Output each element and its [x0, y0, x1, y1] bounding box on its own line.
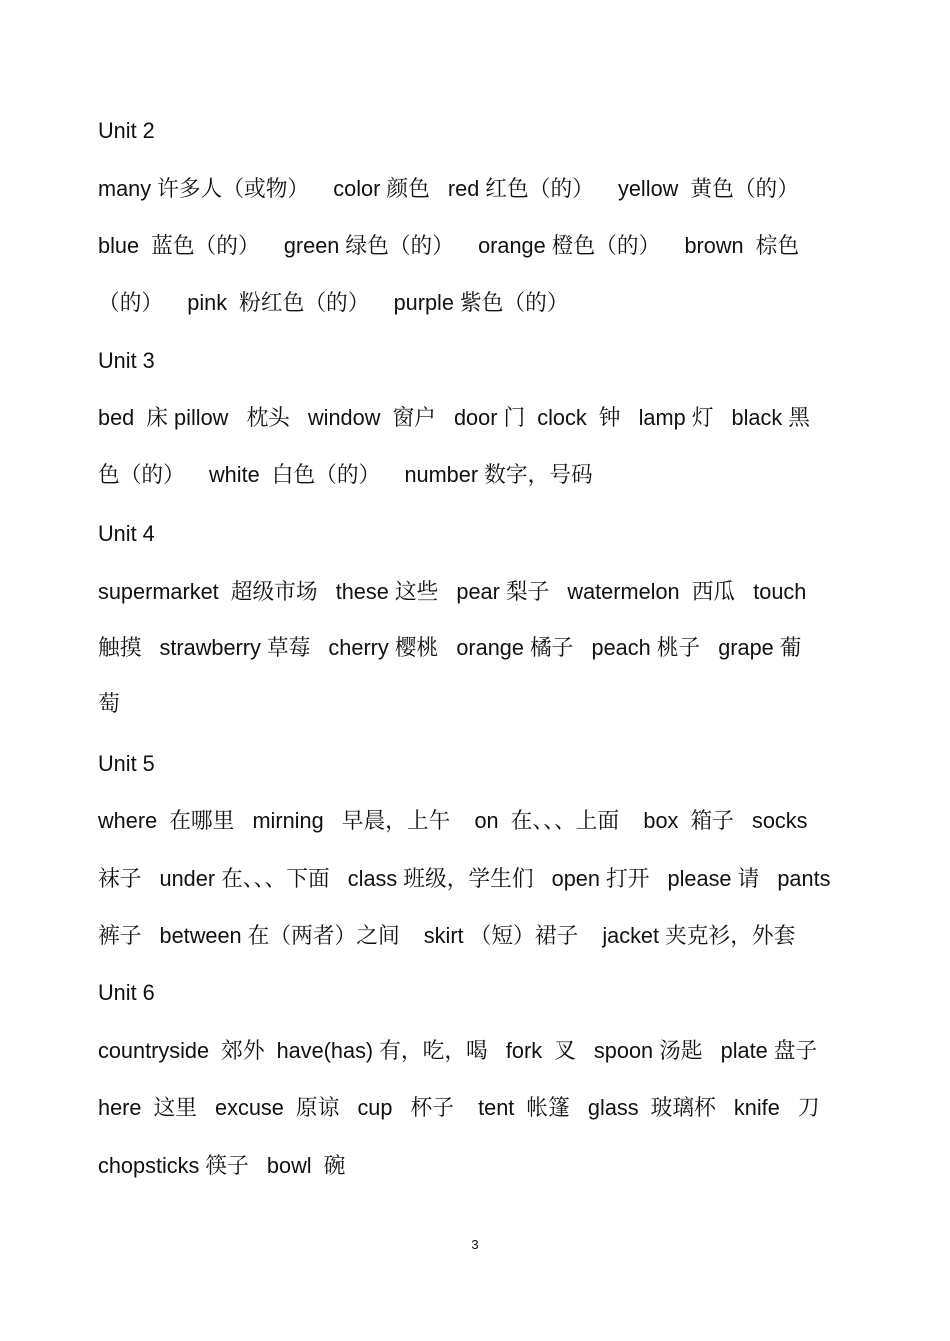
section-heading: Unit 2 — [98, 118, 155, 143]
vocab-line: here 这里 excuse 原谅 cup 杯子 tent 帐篷 glass 玻璃杯 knife 刀 — [98, 1095, 820, 1120]
vocab-line: where 在哪里 mirning 早晨，上午 on 在、、、上面 box 箱子 socks — [98, 808, 808, 833]
section-heading: Unit 5 — [98, 751, 155, 776]
vocab-line: 袜子 under 在、、、下面 class 班级，学生们 open 打开 please 请 pants — [98, 866, 831, 891]
section-heading: Unit 6 — [98, 980, 155, 1005]
section-heading: Unit 4 — [98, 521, 155, 546]
vocab-line: 色（的） white 白色（的） number 数字，号码 — [98, 462, 593, 487]
vocab-line: 萄 — [98, 691, 120, 716]
vocab-line: bed 床 pillow 枕头 window 窗户 door 门 clock 钟 lamp 灯 black 黑 — [98, 405, 810, 430]
vocab-line: blue 蓝色（的） green 绿色（的） orange 橙色（的） brown 棕色 — [98, 233, 800, 258]
vocab-line: many 许多人（或物） color 颜色 red 红色（的） yellow 黄色（的） — [98, 176, 799, 201]
vocab-line: 触摸 strawberry 草莓 cherry 樱桃 orange 橘子 peach 桃子 grape 葡 — [98, 635, 802, 660]
vocab-line: supermarket 超级市场 these 这些 pear 梨子 watermelon 西瓜 touch — [98, 579, 807, 604]
section-heading: Unit 3 — [98, 348, 155, 373]
page-number: 3 — [471, 1237, 479, 1252]
vocab-line: chopsticks 筷子 bowl 碗 — [98, 1153, 346, 1178]
vocab-line: 裤子 between 在（两者）之间 skirt （短）裙子 jacket 夹克衫，外套 — [98, 923, 796, 948]
vocab-line: countryside 郊外 have(has) 有，吃，喝 fork 叉 spoon 汤匙 plate 盘子 — [98, 1038, 818, 1063]
vocab-line: （的） pink 粉红色（的） purple 紫色（的） — [98, 290, 569, 315]
